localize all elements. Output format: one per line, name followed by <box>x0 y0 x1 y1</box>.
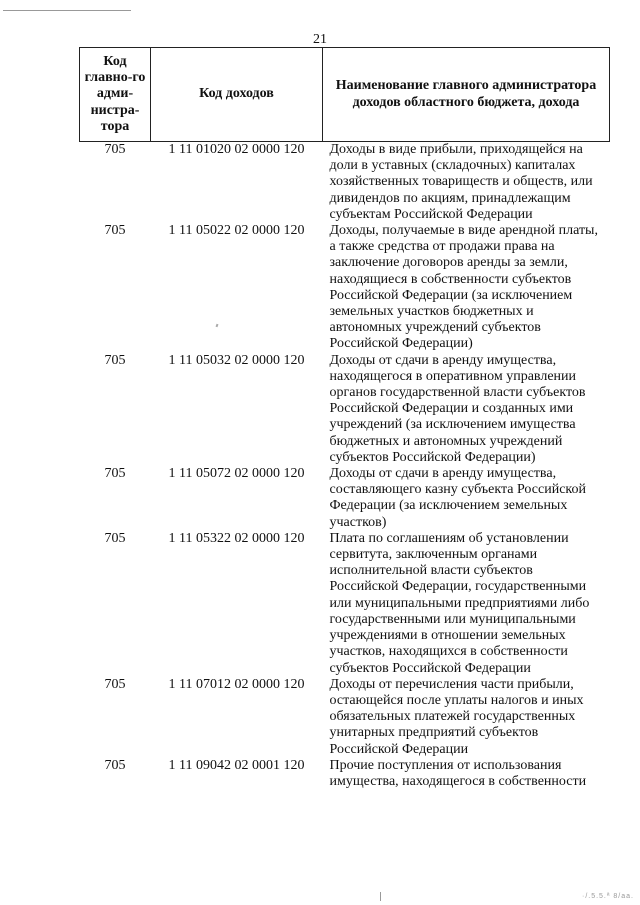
table-row <box>80 142 610 224</box>
income-code-cell: 1 11 07012 02 0000 120 <box>168 676 305 692</box>
table-row <box>80 758 610 790</box>
income-name-cell: Доходы от сдачи в аренду имущества, составляющего казну субъекта Российской Федерации (за исключением земельных участков) <box>329 466 586 530</box>
income-name-cell: Доходы от перечисления части прибыли, остающейся после уплаты налогов и иных обязательных платежей государственных унитарных предприятий субъектов Российской Федерации <box>329 676 584 757</box>
page-number: 21 <box>313 32 327 47</box>
header-name: Наименование главного администратора доходов областного бюджета, дохода <box>323 48 610 142</box>
admin-code-cell: 705 <box>104 466 126 482</box>
income-name-cell: Доходы от сдачи в аренду имущества, находящегося в оперативном управлении органов государственной власти субъектов Российской Федерации и созданных ими учреждений (за исключением имущества бюджетных и автономных учреждений субъектов Российской Федерации) <box>329 352 586 465</box>
admin-code-cell: 705 <box>104 757 126 773</box>
income-name-cell: Доходы, получаемые в виде арендной платы, а также средства от продажи права на заключение договоров аренды за земли, находящиеся в собственности субъектов Российской Федерации (за исключением земельных участков бюджетных и автономных учреждений субъектов Российской Федерации) <box>329 223 598 352</box>
income-codes-table <box>79 47 610 790</box>
admin-code-cell: 705 <box>104 676 126 692</box>
corner-rule <box>3 10 131 11</box>
admin-code-cell: 705 <box>104 530 126 546</box>
header-admin-code: Код главно-го адми-нистра-тора <box>80 48 151 142</box>
scan-stamp: ·/.5.5.ª 8/aa. <box>581 893 634 900</box>
income-code-cell: 1 11 09042 02 0001 120 <box>168 757 305 773</box>
income-code-cell: 1 11 05022 02 0000 120 <box>168 223 305 239</box>
table-header-row <box>80 48 610 142</box>
income-code-cell: 1 11 05032 02 0000 120 <box>168 352 305 368</box>
bottom-scan-mark <box>380 892 381 901</box>
table-row <box>80 677 610 758</box>
income-name-cell: Плата по соглашениям об установлении сервитута, заключенным органами исполнительной власти субъектов Российской Федерации, государственными или муниципальными предприятиями либо государственными или муниципальными учреждениями в отношении земельных участков, находящихся в собственности субъектов Российской Федерации <box>329 530 590 676</box>
income-name-cell: Доходы в виде прибыли, приходящейся на доли в уставных (складочных) капиталах хозяйственных товариществ и обществ, или дивидендов по акциям, принадлежащим субъектам Российской Федерации <box>329 142 593 222</box>
income-code-cell: 1 11 05322 02 0000 120 <box>168 530 305 546</box>
income-name-cell: Прочие поступления от использования имущества, находящегося в собственности <box>329 757 587 789</box>
income-code-cell: 1 11 01020 02 0000 120 <box>168 142 305 157</box>
table-row <box>80 353 610 466</box>
table-row <box>80 531 610 677</box>
table-row <box>80 466 610 531</box>
admin-code-cell: 705 <box>104 142 126 157</box>
admin-code-cell: 705 <box>104 352 126 368</box>
table-row <box>80 223 610 353</box>
header-income-code: Код доходов <box>151 48 323 142</box>
income-code-cell: 1 11 05072 02 0000 120 <box>168 466 305 482</box>
admin-code-cell: 705 <box>104 223 126 239</box>
